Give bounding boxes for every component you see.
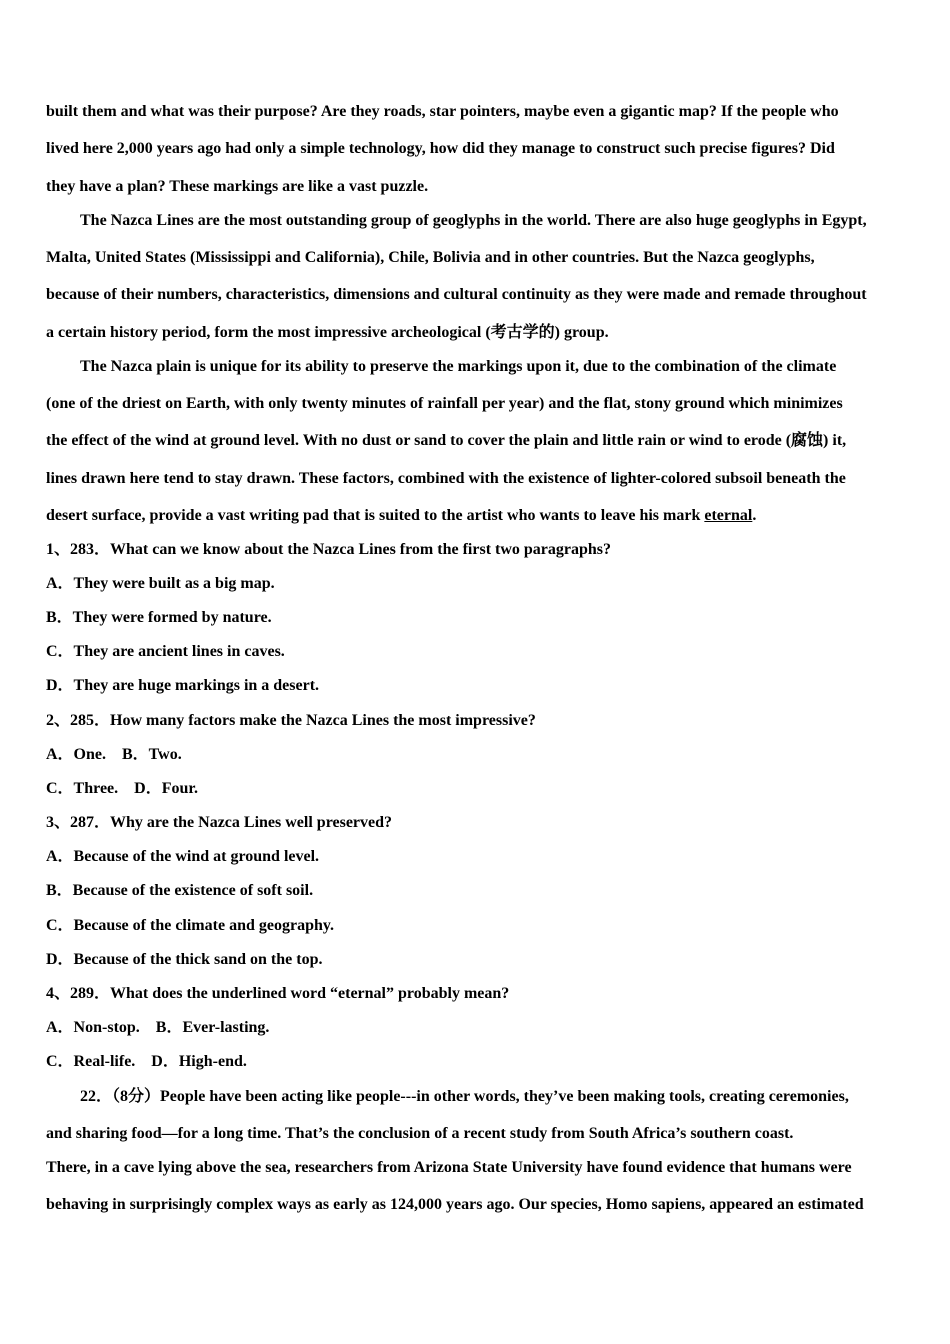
passage-line — [46, 506, 756, 526]
passage-line: they have a plan? These markings are like a vast puzzle. — [46, 178, 429, 195]
answer-option: C．Because of the climate and geography. — [46, 917, 334, 934]
answer-option: C．Three. D．Four. — [46, 780, 199, 797]
answer-option: A．They were built as a big map. — [46, 575, 275, 592]
section-22-line: 22．（8分）People have been acting like people---in other words, they’ve been making tools, creating ceremonies, — [80, 1088, 849, 1105]
answer-option: A．One. B．Two. — [46, 746, 182, 763]
passage-line: The Nazca plain is unique for its ability to preserve the markings upon it, due to the combination of the climate — [80, 358, 837, 375]
answer-option: D．Because of the thick sand on the top. — [46, 951, 323, 968]
answer-option: D．They are huge markings in a desert. — [46, 677, 320, 694]
question-stem: 3、287．Why are the Nazca Lines well preserved? — [46, 814, 393, 831]
passage-line: built them and what was their purpose? Are they roads, star pointers, maybe even a gigantic map? If the people who — [46, 103, 839, 120]
passage-line: lived here 2,000 years ago had only a simple technology, how did they manage to construct such precise figures? Did — [46, 140, 835, 157]
question-stem: 2、285．How many factors make the Nazca Lines the most impressive? — [46, 712, 536, 729]
passage-line: because of their numbers, characteristics, dimensions and cultural continuity as they were made and remade throughout — [46, 286, 867, 303]
passage-line: lines drawn here tend to stay drawn. These factors, combined with the existence of lighter-colored subsoil beneath the — [46, 470, 846, 487]
underlined-word: eternal — [704, 507, 753, 524]
question-stem: 4、289．What does the underlined word “eternal” probably mean? — [46, 985, 510, 1002]
section-22-line: There, in a cave lying above the sea, researchers from Arizona State University have found evidence that humans were — [46, 1159, 852, 1176]
answer-option: A．Because of the wind at ground level. — [46, 848, 320, 865]
passage-line: The Nazca Lines are the most outstanding group of geoglyphs in the world. There are also huge geoglyphs in Egypt, — [80, 212, 867, 229]
answer-option: B．Because of the existence of soft soil. — [46, 882, 314, 899]
section-22-line: and sharing food—for a long time. That’s the conclusion of a recent study from South Africa’s southern coast. — [46, 1125, 794, 1142]
passage-text: desert surface, provide a vast writing pad that is suited to the artist who wants to leave his mark — [46, 507, 705, 524]
passage-line: Malta, United States (Mississippi and California), Chile, Bolivia and in other countries. But the Nazca geoglyphs, — [46, 249, 815, 266]
answer-option: B．They were formed by nature. — [46, 609, 272, 626]
passage-text: . — [752, 507, 757, 524]
answer-option: C．Real-life. D．High-end. — [46, 1053, 247, 1070]
passage-line: the effect of the wind at ground level. With no dust or sand to cover the plain and little rain or wind to erode (腐蚀) it, — [46, 432, 847, 449]
answer-option: C．They are ancient lines in caves. — [46, 643, 285, 660]
answer-option: A．Non-stop. B．Ever-lasting. — [46, 1019, 270, 1036]
passage-line: (one of the driest on Earth, with only twenty minutes of rainfall per year) and the flat, stony ground which minimizes — [46, 395, 843, 412]
section-22-line: behaving in surprisingly complex ways as early as 124,000 years ago. Our species, Homo sapiens, appeared an estimated — [46, 1196, 864, 1213]
question-stem: 1、283．What can we know about the Nazca Lines from the first two paragraphs? — [46, 541, 612, 558]
passage-line: a certain history period, form the most impressive archeological (考古学的) group. — [46, 324, 609, 341]
